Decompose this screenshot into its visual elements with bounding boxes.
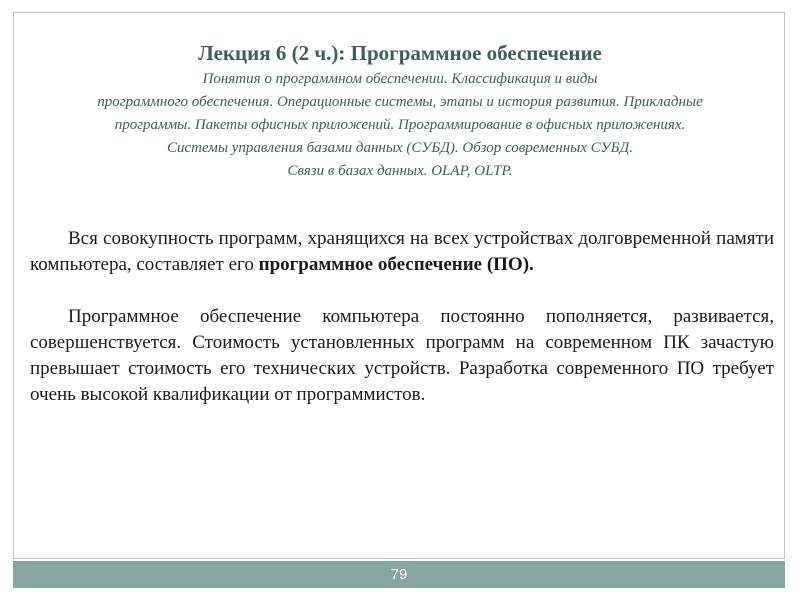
subtitle-line: Понятия о программном обеспечении. Классификация и виды xyxy=(202,71,598,87)
page-number: 79 xyxy=(390,566,408,583)
paragraph-description: Программное обеспечение компьютера постоянно пополняется, развивается, совершенствуется. Стоимость установленных программ на современном ПК зачастую превышает стоимость его технических устройств. Разработка современного ПО требует очень высокой квалификации от программистов. xyxy=(30,306,774,405)
paragraph-definition xyxy=(30,226,774,278)
subtitle-line: программы. Пакеты офисных приложений. Программирование в офисных приложениях. xyxy=(114,117,686,133)
footer-bar xyxy=(13,561,785,588)
paragraph-text: Вся совокупность программ, хранящихся на всех устройствах долговременной памяти компьютера, составляет его xyxy=(30,228,774,275)
paragraph-bold-term: программное обеспечение (ПО). xyxy=(258,254,534,275)
slide-body xyxy=(30,226,774,434)
subtitle-line: Системы управления базами данных (СУБД). Обзор современных СУБД. xyxy=(167,140,633,156)
subtitle-line: Связи в базах данных. OLAP, OLTP. xyxy=(287,163,513,179)
slide-title: Лекция 6 (2 ч.): Программное обеспечение xyxy=(198,41,602,65)
subtitle-line: программного обеспечения. Операционные системы, этапы и история развития. Прикладные xyxy=(97,94,703,110)
slide-subtitle xyxy=(20,68,780,183)
slide-header xyxy=(20,40,780,183)
